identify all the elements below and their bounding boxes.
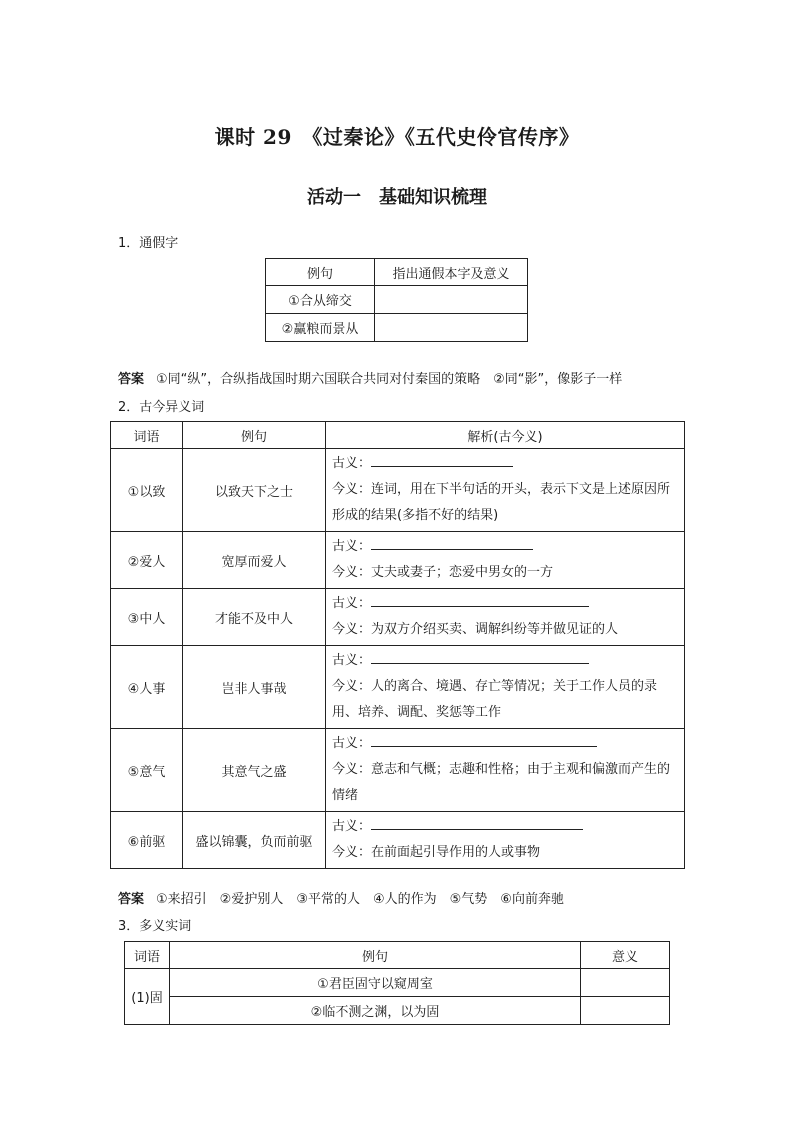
example-cell: ②赢粮而景从 [266, 314, 375, 342]
activity-heading: 活动一 基础知识梳理 [307, 187, 487, 208]
analysis-cell [326, 646, 685, 729]
answer-blank-cell[interactable] [375, 286, 528, 314]
fill-in-blank[interactable] [371, 649, 589, 664]
example-cell: ①合从缔交 [266, 286, 375, 314]
header-analysis: 解析(古今义) [326, 422, 685, 449]
word-cell: ④人事 [111, 646, 183, 729]
analysis-cell [326, 589, 685, 646]
duoyi-table [124, 941, 670, 1025]
gu-yi-label: 古义： [332, 819, 372, 834]
table-row [125, 997, 670, 1025]
example-cell: ①君臣固守以窥周室 [170, 969, 581, 997]
gu-yi-label: 古义： [332, 456, 372, 471]
jin-yi-text: 今义：连词，用在下半句话的开头，表示下文是上述原因所形成的结果(多指不好的结果) [332, 482, 671, 523]
word-cell: ①以致 [111, 449, 183, 532]
word-cell: (1)固 [125, 969, 170, 1025]
gu-yi-label: 古义： [332, 596, 372, 611]
gu-yi-line [332, 814, 678, 840]
gu-yi-line [332, 591, 678, 617]
answer-label: 答案 [118, 892, 145, 907]
section-2-heading: 2．古今异义词 [118, 400, 205, 415]
analysis-cell [326, 449, 685, 532]
jin-yi-text: 今义：为双方介绍买卖、调解纠纷等并做见证的人 [332, 622, 619, 637]
answer-label: 答案 [118, 372, 145, 387]
section-1-heading: 1．通假字 [118, 236, 179, 251]
example-cell: 宽厚而爱人 [183, 532, 326, 589]
jin-yi-text: 今义：人的离合、境遇、存亡等情况；关于工作人员的录用、培养、调配、奖惩等工作 [332, 679, 658, 720]
example-cell: ②临不测之渊，以为固 [170, 997, 581, 1025]
table-row [111, 532, 685, 589]
table-row [111, 729, 685, 812]
header-meaning: 意义 [581, 942, 670, 969]
table-row [266, 286, 528, 314]
jin-yi-text: 今义：在前面起引导作用的人或事物 [332, 845, 541, 860]
example-cell: 盛以锦囊，负而前驱 [183, 812, 326, 869]
gujin-table [110, 421, 685, 869]
answer-text: ①来招引 ②爱护别人 ③平常的人 ④人的作为 ⑤气势 ⑥向前奔驰 [156, 892, 564, 907]
table-row [111, 589, 685, 646]
header-word: 词语 [125, 942, 170, 969]
example-cell: 以致天下之士 [183, 449, 326, 532]
gu-yi-label: 古义： [332, 653, 372, 668]
word-cell: ⑥前驱 [111, 812, 183, 869]
analysis-cell [326, 729, 685, 812]
header-example: 例句 [266, 259, 375, 286]
table-row [111, 646, 685, 729]
gu-yi-line [332, 731, 678, 757]
tongjia-table [265, 258, 528, 342]
section-3-heading: 3．多义实词 [118, 919, 192, 934]
gu-yi-label: 古义： [332, 736, 372, 751]
table-row [111, 449, 685, 532]
fill-in-blank[interactable] [371, 732, 597, 747]
header-example: 例句 [183, 422, 326, 449]
meaning-blank-cell[interactable] [581, 969, 670, 997]
header-word: 词语 [111, 422, 183, 449]
gu-yi-label: 古义： [332, 539, 372, 554]
fill-in-blank[interactable] [371, 815, 583, 830]
word-cell: ⑤意气 [111, 729, 183, 812]
answer-blank-cell[interactable] [375, 314, 528, 342]
jin-yi-text: 今义：意志和气概；志趣和性格；由于主观和偏激而产生的情绪 [332, 762, 671, 803]
example-cell: 才能不及中人 [183, 589, 326, 646]
answer-2 [118, 888, 564, 907]
gu-yi-line [332, 648, 678, 674]
gu-yi-line [332, 534, 678, 560]
header-meaning: 指出通假本字及意义 [375, 259, 528, 286]
jin-yi-text: 今义：丈夫或妻子；恋爱中男女的一方 [332, 565, 554, 580]
example-cell: 岂非人事哉 [183, 646, 326, 729]
table-row [266, 314, 528, 342]
gu-yi-line [332, 451, 678, 477]
example-cell: 其意气之盛 [183, 729, 326, 812]
answer-text: ①同“纵”，合纵指战国时期六国联合共同对付秦国的策略 ②同“影”，像影子一样 [156, 372, 623, 387]
page-title: 课时 29 《过秦论》《五代史伶官传序》 [214, 125, 580, 149]
analysis-cell [326, 812, 685, 869]
table-row [125, 969, 670, 997]
table-row [111, 812, 685, 869]
fill-in-blank[interactable] [371, 452, 513, 467]
meaning-blank-cell[interactable] [581, 997, 670, 1025]
analysis-cell [326, 532, 685, 589]
fill-in-blank[interactable] [371, 592, 589, 607]
word-cell: ②爱人 [111, 532, 183, 589]
word-cell: ③中人 [111, 589, 183, 646]
fill-in-blank[interactable] [371, 535, 533, 550]
answer-1 [118, 368, 622, 387]
header-example: 例句 [170, 942, 581, 969]
